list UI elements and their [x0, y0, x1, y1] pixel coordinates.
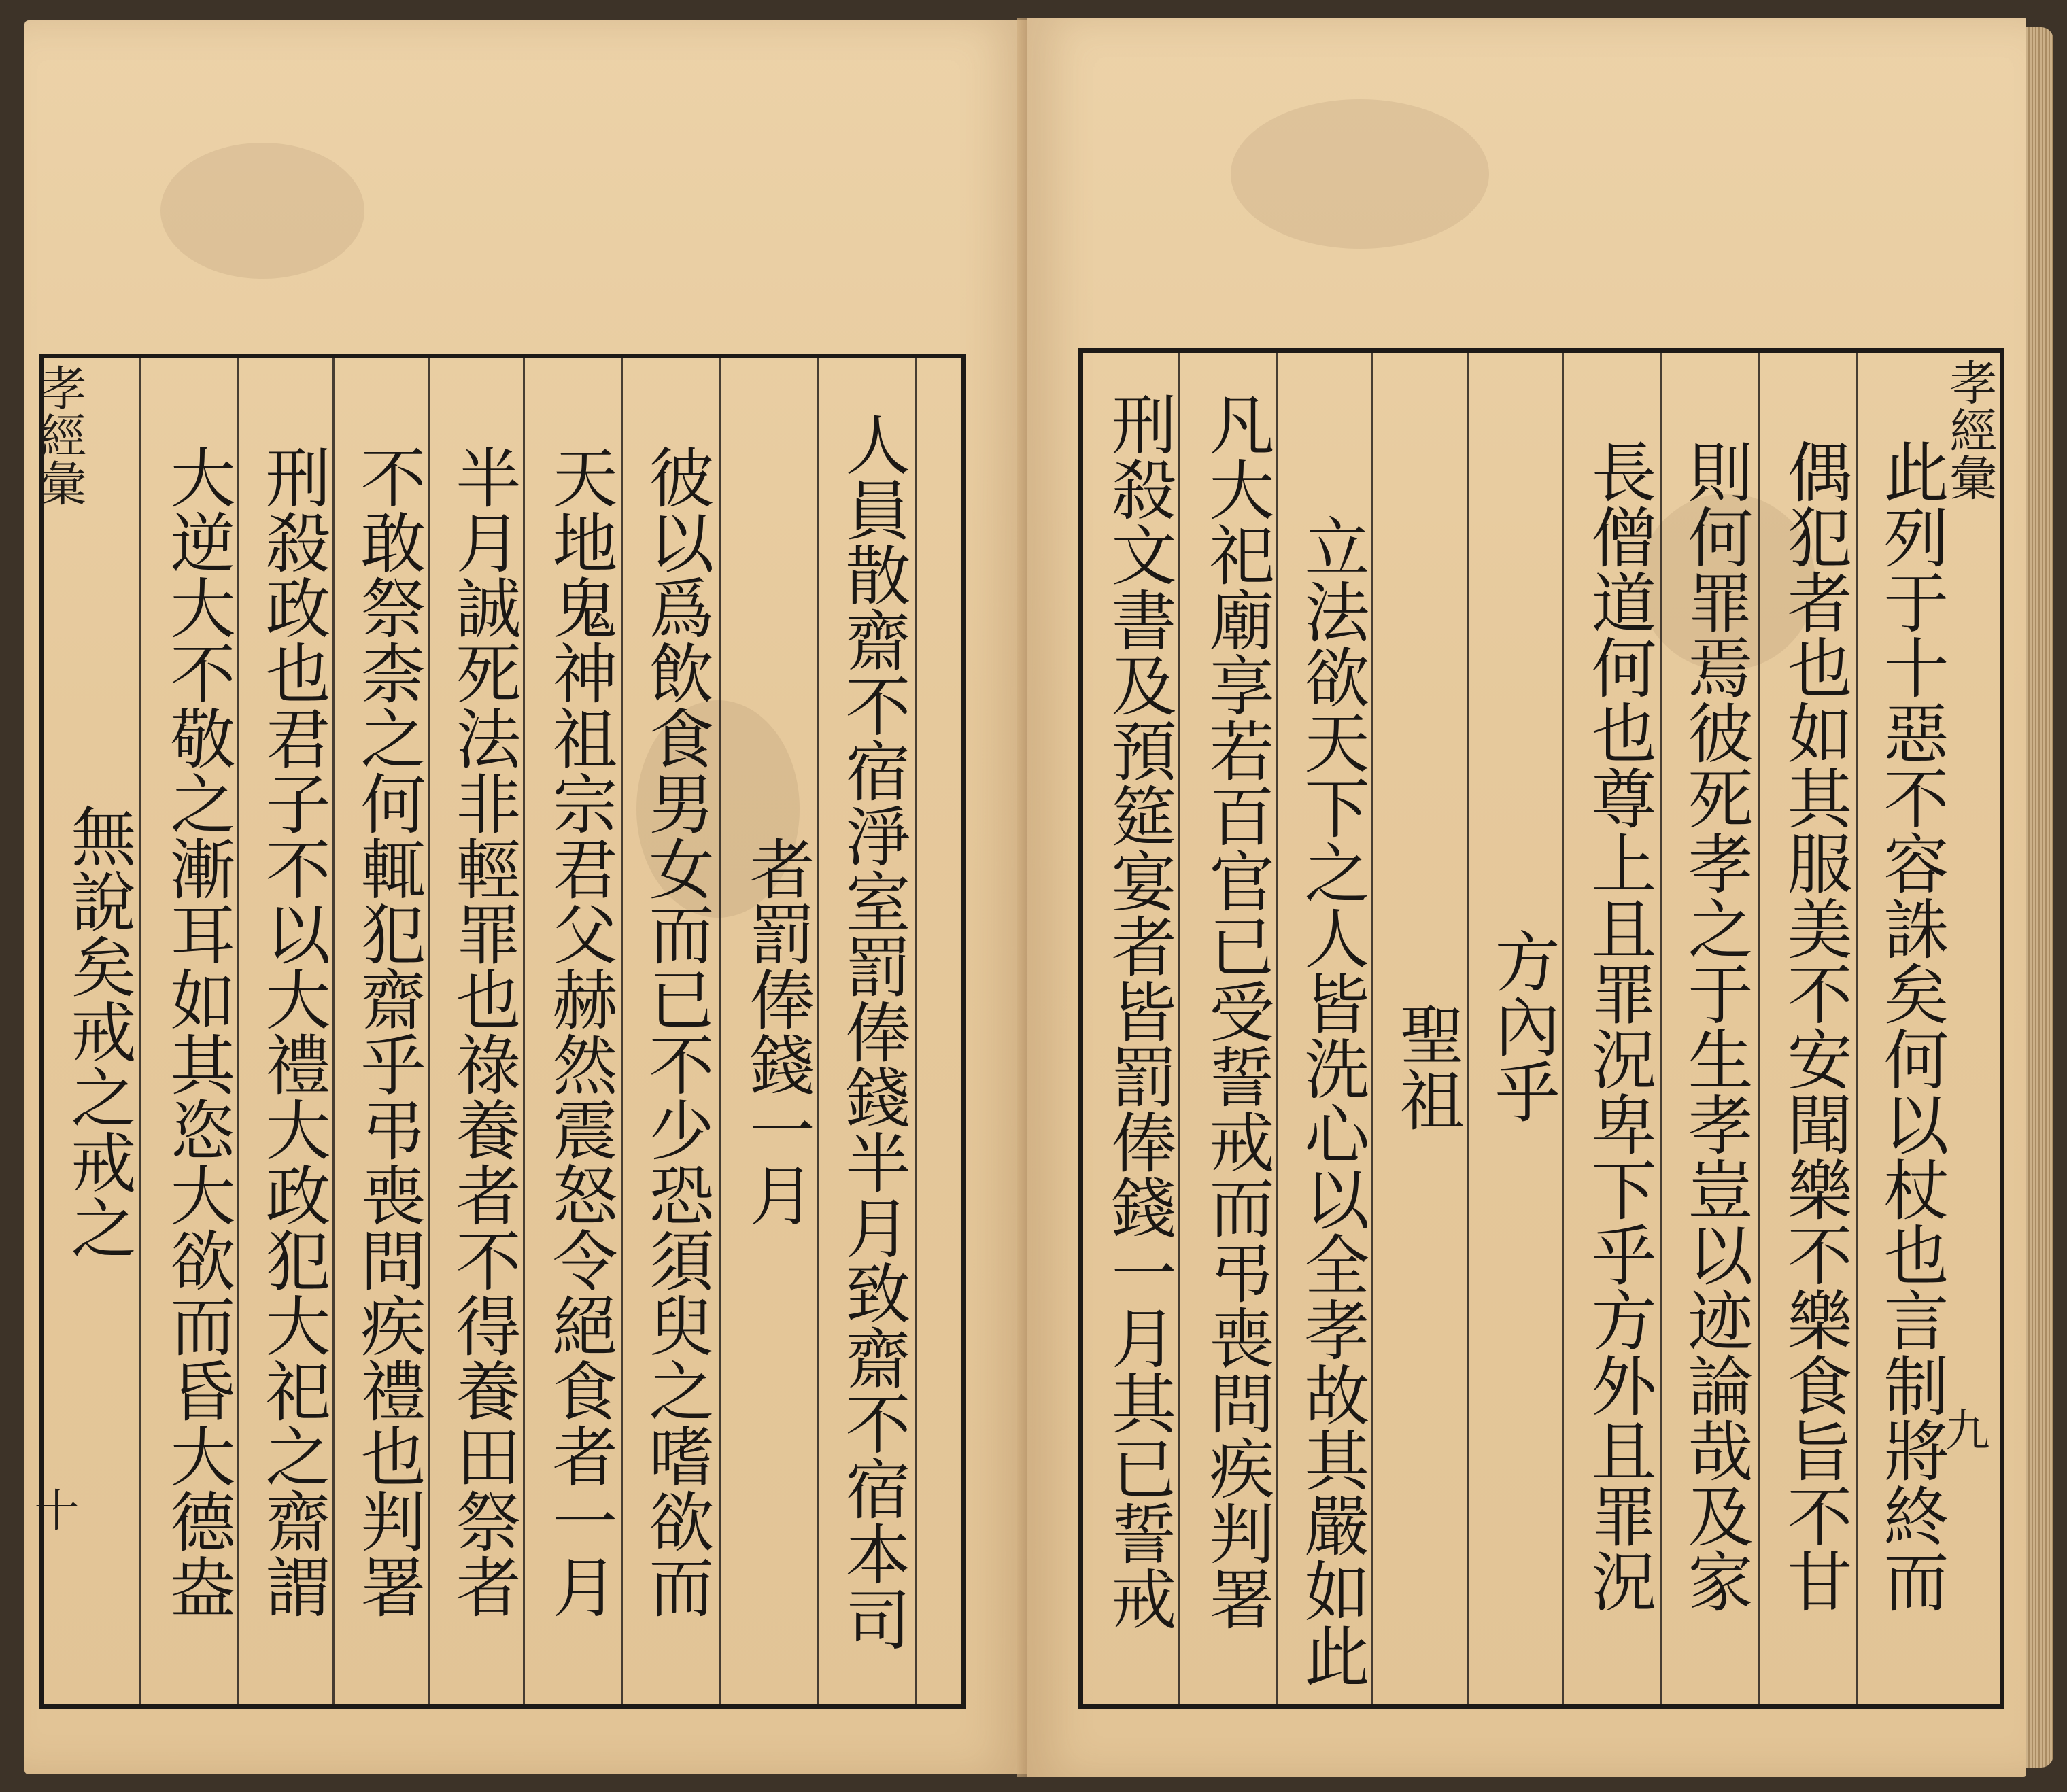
text-column-6: 不敢祭柰之何輒犯齋乎弔喪問疾禮也判署: [350, 444, 426, 1619]
text-column-9: 無說矣戒之戒之: [61, 803, 137, 1260]
text-column-9: 刑殺文書及預筵宴者皆罰俸錢一月其已誓戒: [1101, 391, 1177, 1631]
right-text-frame: [1078, 348, 2004, 1709]
text-column-2: 者罰俸錢一月: [739, 835, 815, 1227]
text-column-5: 半月誠死法非輕罪也祿養者不得養田祭者: [445, 444, 522, 1619]
left-margin-leaf-number: 十: [27, 1487, 79, 1532]
column-rule: [719, 358, 721, 1704]
paper-stain: [160, 143, 364, 279]
text-column-3: 彼以爲飲食男女而已不少恐須臾之嗜欲而: [638, 444, 715, 1619]
right-margin-title: 孝經彙: [1942, 358, 1998, 501]
text-column-4: 天地鬼神祖宗君父赫然震怒令絕食者一月: [542, 444, 618, 1619]
text-column-6: 聖祖: [1389, 1001, 1465, 1132]
text-column-7: 刑殺政也君子不以大禮大政犯大祀之齋謂: [255, 444, 331, 1619]
left-margin-title: 孝經彙: [31, 364, 87, 506]
text-column-8: 凡大祀廟享若百官已受誓戒而弔喪問疾判署: [1199, 391, 1275, 1631]
left-text-frame: [27, 354, 966, 1709]
text-column-5: 方內乎: [1484, 928, 1560, 1124]
column-rule: [1758, 353, 1760, 1704]
text-column-4: 長僧道何也尊上且罪況卑下乎方外且罪況: [1581, 438, 1657, 1613]
text-column-1: 人員散齋不宿淨室罰俸錢半月致齋不宿本司: [835, 411, 911, 1651]
text-column-2: 偶犯者也如其服美不安聞樂不樂食旨不甘: [1777, 438, 1853, 1613]
right-margin-leaf-number: 九: [1937, 1407, 1989, 1451]
paper-stain: [1231, 99, 1489, 249]
text-column-7: 立法欲天下之人皆洗心以全孝故其嚴如此: [1294, 513, 1370, 1688]
text-column-8: 大逆大不敬之漸耳如其恣大欲而昏大德盎: [160, 444, 236, 1619]
text-column-3: 則何罪焉彼死孝之于生孝豈以迹論哉及家: [1677, 438, 1754, 1613]
text-column-1: 此列于十惡不容誅矣何以杖也言制將終而: [1873, 438, 1949, 1613]
